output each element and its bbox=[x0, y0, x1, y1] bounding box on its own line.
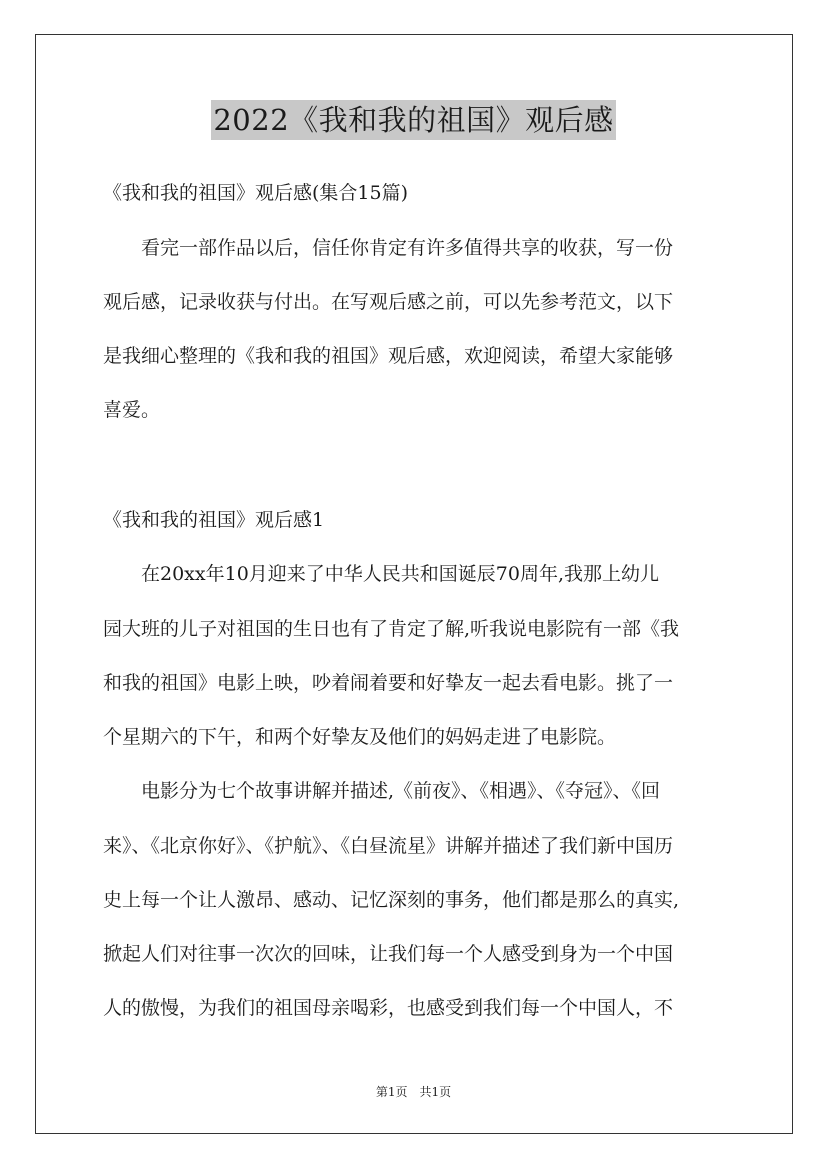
body-line: 在20xx年10月迎来了中华人民共和国诞辰70周年,我那上幼儿 bbox=[103, 563, 660, 585]
body-line: 和我的祖国》电影上映，吵着闹着要和好挚友一起去看电影。挑了一 bbox=[103, 672, 674, 694]
title-container bbox=[0, 100, 827, 140]
page-footer: 第1页 共1页 bbox=[375, 1085, 452, 1099]
body-line: 是我细心整理的《我和我的祖国》观后感，欢迎阅读，希望大家能够 bbox=[103, 345, 674, 367]
body-line: 喜爱。 bbox=[103, 399, 161, 421]
subtitle-line: 《我和我的祖国》观后感(集合15篇) bbox=[103, 182, 409, 204]
body-line: 来》、《北京你好》、《护航》、《白昼流星》讲解并描述了我们新中国历 bbox=[103, 835, 674, 857]
body-line: 人的傲慢，为我们的祖国母亲喝彩，也感受到我们每一个中国人，不 bbox=[103, 997, 674, 1019]
body-line: 电影分为七个故事讲解并描述,《前夜》、《相遇》、《夺冠》、《回 bbox=[103, 780, 661, 802]
body-line: 看完一部作品以后，信任你肯定有许多值得共享的收获，写一份 bbox=[103, 237, 674, 259]
section-heading: 《我和我的祖国》观后感1 bbox=[103, 509, 325, 531]
body-line: 掀起人们对往事一次次的回味，让我们每一个人感受到身为一个中国 bbox=[103, 943, 674, 965]
body-line: 个星期六的下午，和两个好挚友及他们的妈妈走进了电影院。 bbox=[103, 726, 617, 748]
body-line: 观后感，记录收获与付出。在写观后感之前，可以先参考范文，以下 bbox=[103, 291, 674, 313]
body-line: 园大班的儿子对祖国的生日也有了肯定了解,听我说电影院有一部《我 bbox=[103, 618, 680, 640]
body-line: 史上每一个让人激昂、感动、记忆深刻的事务，他们都是那么的真实, bbox=[103, 889, 680, 911]
document-title: 2022《我和我的祖国》观后感 bbox=[211, 100, 615, 140]
